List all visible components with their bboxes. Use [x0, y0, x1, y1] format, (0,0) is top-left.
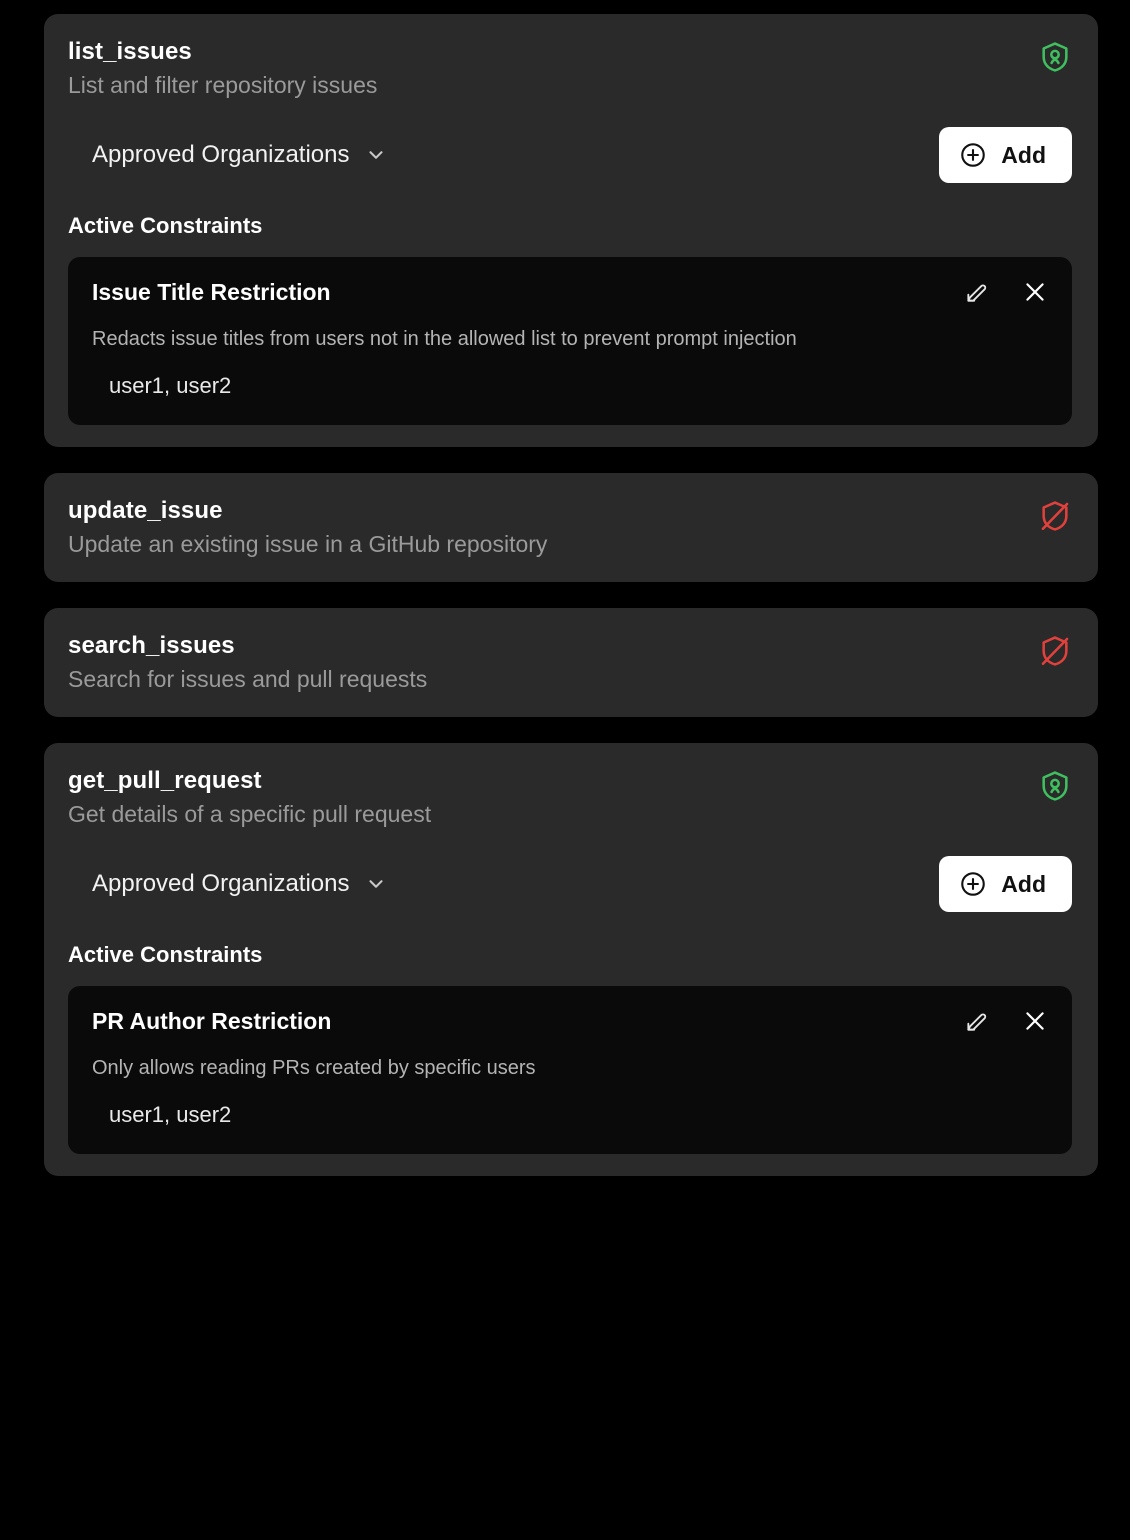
active-constraints-title: Active Constraints	[68, 942, 263, 967]
tool-title-group	[68, 38, 377, 99]
tool-name: search_issues	[68, 632, 235, 659]
shield-off-icon	[1038, 634, 1072, 668]
tool-name: update_issue	[68, 497, 223, 524]
add-constraint-label: Add	[1001, 141, 1046, 168]
edit-pencil-icon[interactable]	[964, 279, 990, 305]
tool-header	[68, 497, 1072, 558]
chevron-down-icon	[365, 873, 387, 895]
constraint-header	[92, 1008, 1048, 1035]
add-constraint-button[interactable]	[939, 127, 1072, 183]
constraint-item	[68, 986, 1072, 1154]
tool-card-search-issues[interactable]	[44, 608, 1098, 717]
shield-off-icon	[1038, 499, 1072, 533]
constraint-description: Only allows reading PRs created by specific users	[92, 1057, 536, 1079]
tool-card-get-pull-request[interactable]	[44, 743, 1098, 1176]
tool-header	[68, 632, 1072, 693]
tool-header	[68, 38, 1072, 99]
constraint-description: Redacts issue titles from users not in the allowed list to prevent prompt injection	[92, 328, 797, 350]
active-constraints-title: Active Constraints	[68, 213, 263, 238]
constraint-actions	[964, 1008, 1048, 1034]
tool-title-group	[68, 497, 547, 558]
shield-check-icon	[1038, 40, 1072, 74]
plus-circle-icon	[959, 870, 987, 898]
constraint-actions	[964, 279, 1048, 305]
constraint-header	[92, 279, 1048, 306]
tool-card-list-issues[interactable]	[44, 14, 1098, 447]
tool-controls	[68, 127, 1072, 183]
constraint-type-select[interactable]	[92, 141, 387, 169]
tool-title-group	[68, 767, 431, 828]
chevron-down-icon	[365, 144, 387, 166]
close-x-icon[interactable]	[1022, 1008, 1048, 1034]
tool-name: list_issues	[68, 38, 192, 65]
tool-description: Get details of a specific pull request	[68, 801, 432, 827]
tool-title-group	[68, 632, 427, 693]
constraint-title: Issue Title Restriction	[92, 279, 331, 305]
tool-header	[68, 767, 1072, 828]
add-constraint-button[interactable]	[939, 856, 1072, 912]
constraint-item	[68, 257, 1072, 425]
tool-description: Search for issues and pull requests	[68, 666, 428, 692]
tool-description: List and filter repository issues	[68, 72, 378, 98]
constraint-values: user1, user2	[109, 373, 232, 398]
edit-pencil-icon[interactable]	[964, 1008, 990, 1034]
close-x-icon[interactable]	[1022, 279, 1048, 305]
tool-card-update-issue[interactable]	[44, 473, 1098, 582]
plus-circle-icon	[959, 141, 987, 169]
constraint-type-select[interactable]	[92, 870, 387, 898]
add-constraint-label: Add	[1001, 870, 1046, 897]
tool-description: Update an existing issue in a GitHub repository	[68, 531, 548, 557]
tool-controls	[68, 856, 1072, 912]
constraint-title: PR Author Restriction	[92, 1008, 332, 1034]
constraint-type-label: Approved Organizations	[92, 141, 350, 168]
constraint-values: user1, user2	[109, 1102, 232, 1127]
tool-name: get_pull_request	[68, 767, 262, 794]
shield-check-icon	[1038, 769, 1072, 803]
constraint-type-label: Approved Organizations	[92, 870, 350, 897]
